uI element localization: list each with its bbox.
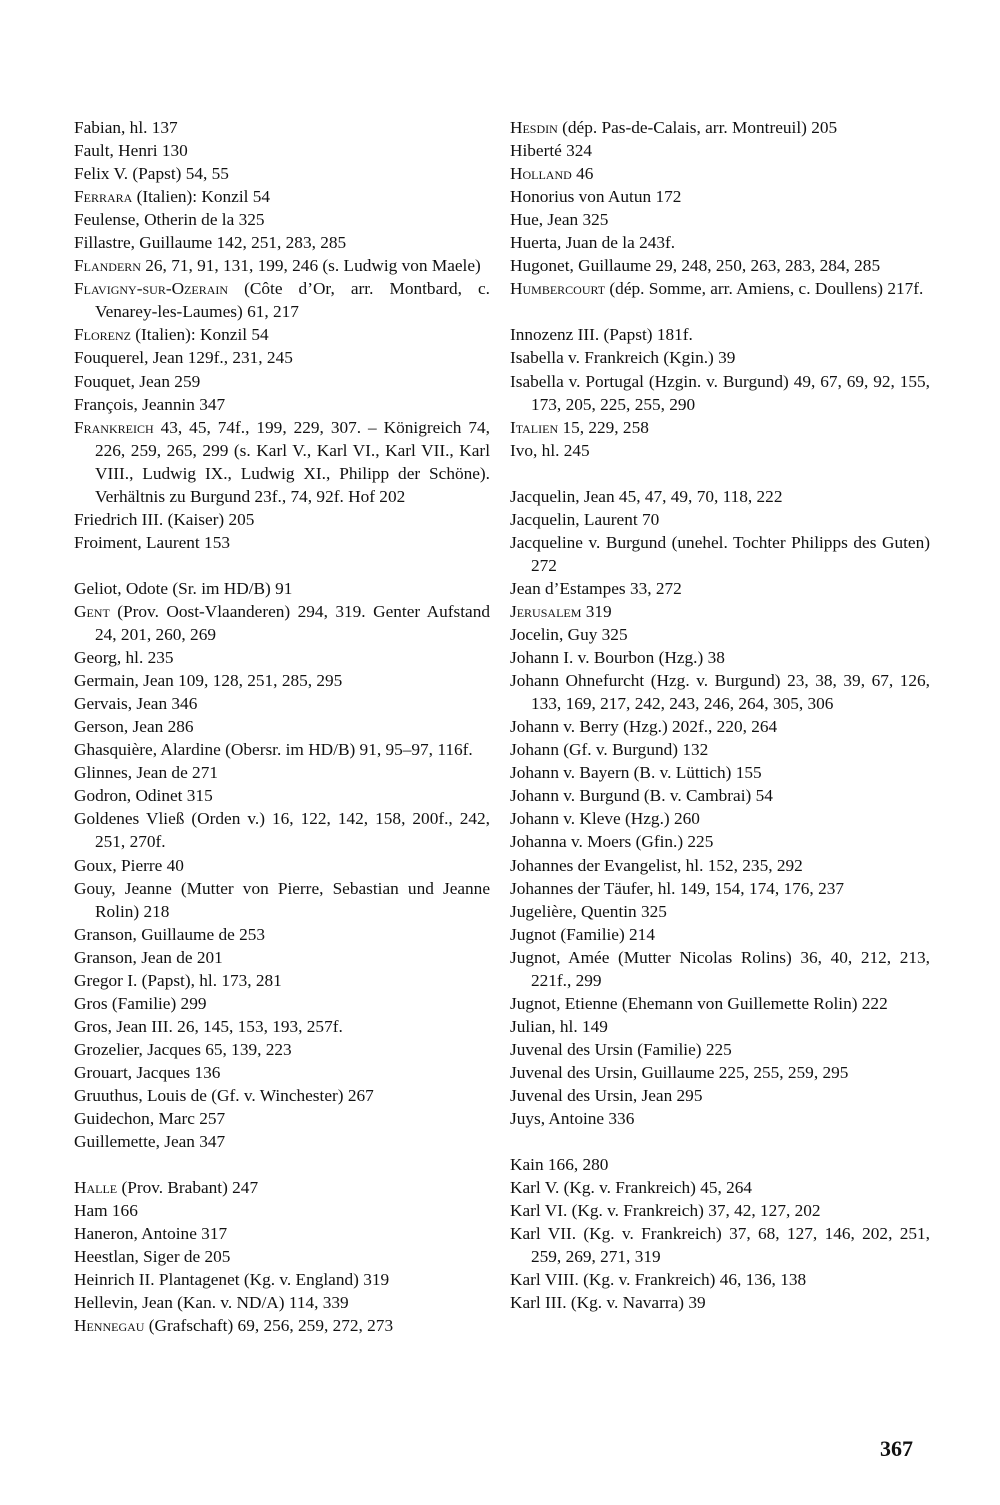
index-entry bbox=[74, 139, 490, 162]
entry-text: Johann v. Kleve (Hzg.) 260 bbox=[510, 809, 700, 829]
index-entry bbox=[510, 531, 930, 577]
index-entry bbox=[74, 577, 490, 600]
place-name: Florenz bbox=[74, 325, 131, 345]
index-entry bbox=[510, 323, 930, 346]
index-entry bbox=[74, 346, 490, 369]
entry-text: Jugnot, Etienne (Ehemann von Guillemette Rolin) 222 bbox=[510, 993, 888, 1013]
index-entry bbox=[74, 1314, 490, 1337]
index-entry bbox=[510, 1084, 930, 1107]
index-entry bbox=[510, 1291, 930, 1314]
index-entry bbox=[74, 323, 490, 346]
entry-text: Fouquerel, Jean 129f., 231, 245 bbox=[74, 348, 293, 368]
place-name: Halle bbox=[74, 1178, 118, 1198]
index-entry bbox=[510, 1176, 930, 1199]
index-entry bbox=[510, 416, 930, 439]
index-entry bbox=[510, 1199, 930, 1222]
entry-text: Karl VII. (Kg. v. Frankreich) 37, 68, 127, 146, 202, 251, 259, 269, 271, 319 bbox=[510, 1224, 930, 1267]
index-entry bbox=[510, 854, 930, 877]
entry-text: Haneron, Antoine 317 bbox=[74, 1224, 228, 1244]
index-entry bbox=[510, 1222, 930, 1268]
entry-text: Goux, Pierre 40 bbox=[74, 855, 184, 875]
entry-text: Gerson, Jean 286 bbox=[74, 717, 194, 737]
index-entry bbox=[74, 923, 490, 946]
entry-text: Fabian, hl. 137 bbox=[74, 118, 178, 137]
index-entry bbox=[510, 923, 930, 946]
entry-text: Guidechon, Marc 257 bbox=[74, 1109, 226, 1129]
entry-text: (dép. Pas-de-Calais, arr. Montreuil) 205 bbox=[557, 118, 838, 137]
entry-text: Fouquet, Jean 259 bbox=[74, 371, 201, 391]
place-name: Flavigny-sur-Ozerain bbox=[74, 279, 229, 299]
entry-text: Ham 166 bbox=[74, 1201, 138, 1221]
index-entry bbox=[510, 370, 930, 416]
index-entry bbox=[510, 1153, 930, 1176]
entry-text: Kain 166, 280 bbox=[510, 1155, 609, 1175]
entry-text: (Italien): Konzil 54 bbox=[132, 187, 271, 207]
place-name: Hesdin bbox=[510, 118, 558, 137]
index-entry bbox=[510, 900, 930, 923]
entry-text: Johann (Gf. v. Burgund) 132 bbox=[510, 740, 709, 760]
index-entry bbox=[510, 807, 930, 830]
entry-text: Jugelière, Quentin 325 bbox=[510, 901, 667, 921]
entry-text: 15, 229, 258 bbox=[558, 417, 649, 437]
entry-text: Geliot, Odote (Sr. im HD/B) 91 bbox=[74, 578, 293, 598]
entry-text: (Grafschaft) 69, 256, 259, 272, 273 bbox=[144, 1316, 394, 1336]
entry-text: Heestlan, Siger de 205 bbox=[74, 1247, 231, 1267]
index-entry bbox=[74, 1084, 490, 1107]
entry-text: Granson, Guillaume de 253 bbox=[74, 924, 266, 944]
entry-text: (dép. Somme, arr. Amiens, c. Doullens) 217f. bbox=[605, 279, 924, 299]
entry-text: Germain, Jean 109, 128, 251, 285, 295 bbox=[74, 671, 343, 691]
entry-text: Jocelin, Guy 325 bbox=[510, 625, 628, 645]
entry-text: Gouy, Jeanne (Mutter von Pierre, Sebastian und Jeanne Rolin) 218 bbox=[74, 878, 490, 921]
index-entry bbox=[510, 1015, 930, 1038]
entry-text: Granson, Jean de 201 bbox=[74, 947, 223, 967]
entry-text: Johann I. v. Bourbon (Hzg.) 38 bbox=[510, 648, 725, 668]
index-entry bbox=[74, 1015, 490, 1038]
entry-text: Karl III. (Kg. v. Navarra) 39 bbox=[510, 1293, 706, 1313]
index-entry bbox=[510, 277, 930, 300]
index-entry bbox=[510, 1268, 930, 1291]
entry-text: Juvenal des Ursin, Jean 295 bbox=[510, 1085, 703, 1105]
index-entry bbox=[510, 1038, 930, 1061]
index-entry bbox=[74, 231, 490, 254]
entry-text: (Italien): Konzil 54 bbox=[130, 325, 269, 345]
entry-text: Ivo, hl. 245 bbox=[510, 440, 590, 460]
index-entry bbox=[510, 715, 930, 738]
place-name: Flandern bbox=[74, 256, 141, 276]
entry-text: Johann v. Burgund (B. v. Cambrai) 54 bbox=[510, 786, 773, 806]
section-gap bbox=[510, 300, 930, 323]
entry-text: Hiberté 324 bbox=[510, 141, 593, 161]
entry-text: Juvenal des Ursin (Familie) 225 bbox=[510, 1039, 732, 1059]
entry-text: Johann v. Berry (Hzg.) 202f., 220, 264 bbox=[510, 717, 778, 737]
index-entry bbox=[74, 969, 490, 992]
index-entry bbox=[510, 1061, 930, 1084]
entry-text: Froiment, Laurent 153 bbox=[74, 532, 230, 552]
place-name: Hennegau bbox=[74, 1316, 145, 1336]
entry-text: 26, 71, 91, 131, 199, 246 (s. Ludwig von Maele) bbox=[140, 256, 481, 276]
index-entry bbox=[74, 1061, 490, 1084]
index-entry bbox=[510, 646, 930, 669]
index-entry bbox=[74, 393, 490, 416]
index-entry bbox=[510, 992, 930, 1015]
entry-text: Gregor I. (Papst), hl. 173, 281 bbox=[74, 970, 282, 990]
place-name: Frankreich bbox=[74, 417, 154, 437]
entry-text: Isabella v. Frankreich (Kgin.) 39 bbox=[510, 348, 736, 368]
index-entry bbox=[510, 946, 930, 992]
index-entry bbox=[74, 1038, 490, 1061]
index-entry bbox=[74, 1107, 490, 1130]
index-entry bbox=[510, 116, 930, 139]
index-entry bbox=[74, 1199, 490, 1222]
index-entry bbox=[510, 877, 930, 900]
entry-text: Georg, hl. 235 bbox=[74, 648, 174, 668]
index-entry bbox=[74, 531, 490, 554]
entry-text: Fault, Henri 130 bbox=[74, 141, 188, 161]
entry-text: Gros (Familie) 299 bbox=[74, 993, 207, 1013]
index-entry bbox=[74, 992, 490, 1015]
index-entry bbox=[510, 577, 930, 600]
place-name: Jerusalem bbox=[510, 601, 582, 621]
entry-text: 43, 45, 74f., 199, 229, 307. – Königreich 74, 226, 259, 265, 299 (s. Karl V., Karl VI., Karl VII., Karl VIII., Ludwig IX., Ludwig XI., Philipp der Schöne). Verhältnis zu Burgund 23f., 74, 92f. Hof 202 bbox=[95, 417, 490, 506]
index-entry bbox=[74, 877, 490, 923]
index-entry bbox=[74, 738, 490, 761]
index-entry bbox=[510, 231, 930, 254]
place-name: Italien bbox=[510, 417, 559, 437]
entry-text: 46 bbox=[571, 164, 594, 184]
entry-text: Hellevin, Jean (Kan. v. ND/A) 114, 339 bbox=[74, 1293, 349, 1313]
index-entry bbox=[74, 277, 490, 323]
index-entry bbox=[510, 669, 930, 715]
index-entry bbox=[74, 692, 490, 715]
entry-text: Glinnes, Jean de 271 bbox=[74, 763, 218, 783]
index-entry bbox=[74, 646, 490, 669]
entry-text: (Prov. Brabant) 247 bbox=[117, 1178, 259, 1198]
index-entry bbox=[510, 600, 930, 623]
index-entry bbox=[74, 208, 490, 231]
entry-text: Jean d’Estampes 33, 272 bbox=[510, 578, 682, 598]
entry-text: (Prov. Oost-Vlaanderen) 294, 319. Genter Aufstand 24, 201, 260, 269 bbox=[95, 601, 490, 645]
entry-text: Guillemette, Jean 347 bbox=[74, 1132, 226, 1152]
section-gap bbox=[510, 1130, 930, 1153]
index-entry bbox=[510, 185, 930, 208]
entry-text: Julian, hl. 149 bbox=[510, 1016, 608, 1036]
index-entry bbox=[74, 1268, 490, 1291]
place-name: Humbercourt bbox=[510, 279, 606, 299]
index-entry bbox=[74, 761, 490, 784]
index-entry bbox=[510, 1107, 930, 1130]
section-gap bbox=[74, 554, 490, 577]
entry-text: Juvenal des Ursin, Guillaume 225, 255, 259, 295 bbox=[510, 1062, 849, 1082]
entry-text: Fillastre, Guillaume 142, 251, 283, 285 bbox=[74, 233, 347, 253]
entry-text: Jacquelin, Laurent 70 bbox=[510, 509, 660, 529]
index-entry bbox=[74, 715, 490, 738]
index-entry bbox=[510, 784, 930, 807]
index-entry bbox=[510, 485, 930, 508]
index-column-right bbox=[510, 116, 930, 1314]
page-number: 367 bbox=[880, 1436, 913, 1461]
index-entry bbox=[74, 116, 490, 139]
index-entry bbox=[74, 416, 490, 508]
entry-text: Karl VI. (Kg. v. Frankreich) 37, 42, 127, 202 bbox=[510, 1201, 821, 1221]
index-entry bbox=[510, 254, 930, 277]
index-entry bbox=[74, 162, 490, 185]
entry-text: Karl VIII. (Kg. v. Frankreich) 46, 136, 138 bbox=[510, 1270, 807, 1290]
index-entry bbox=[74, 854, 490, 877]
index-entry bbox=[74, 1245, 490, 1268]
index-entry bbox=[510, 439, 930, 462]
entry-text: Jugnot (Familie) 214 bbox=[510, 924, 655, 944]
entry-text: Johanna v. Moers (Gfin.) 225 bbox=[510, 832, 714, 852]
place-name: Gent bbox=[74, 601, 110, 621]
entry-text: Karl V. (Kg. v. Frankreich) 45, 264 bbox=[510, 1178, 753, 1198]
index-entry bbox=[74, 807, 490, 853]
index-entry bbox=[74, 1291, 490, 1314]
entry-text: Johannes der Täufer, hl. 149, 154, 174, 176, 237 bbox=[510, 878, 844, 898]
entry-text: Grouart, Jacques 136 bbox=[74, 1062, 221, 1082]
entry-text: Heinrich II. Plantagenet (Kg. v. England) 319 bbox=[74, 1270, 390, 1290]
entry-text: Godron, Odinet 315 bbox=[74, 786, 213, 806]
entry-text: Felix V. (Papst) 54, 55 bbox=[74, 164, 229, 184]
index-entry bbox=[74, 508, 490, 531]
index-entry bbox=[74, 946, 490, 969]
entry-text: Gruuthus, Louis de (Gf. v. Winchester) 267 bbox=[74, 1085, 374, 1105]
entry-text: Hue, Jean 325 bbox=[510, 210, 609, 230]
index-entry bbox=[510, 738, 930, 761]
index-entry bbox=[74, 185, 490, 208]
entry-text: Isabella v. Portugal (Hzgin. v. Burgund) 49, 67, 69, 92, 155, 173, 205, 225, 255, 290 bbox=[510, 371, 930, 414]
entry-text: Huerta, Juan de la 243f. bbox=[510, 233, 676, 253]
entry-text: Feulense, Otherin de la 325 bbox=[74, 210, 265, 230]
index-entry bbox=[510, 139, 930, 162]
entry-text: Gervais, Jean 346 bbox=[74, 694, 198, 714]
entry-text: (Côte d’Or, arr. Montbard, c. Venarey-les-Laumes) 61, 217 bbox=[95, 279, 490, 322]
index-entry bbox=[74, 784, 490, 807]
entry-text: Gros, Jean III. 26, 145, 153, 193, 257f. bbox=[74, 1016, 343, 1036]
index-entry bbox=[74, 254, 490, 277]
entry-text: Friedrich III. (Kaiser) 205 bbox=[74, 509, 255, 529]
entry-text: 319 bbox=[581, 601, 612, 621]
index-entry bbox=[74, 1176, 490, 1199]
index-entry bbox=[510, 623, 930, 646]
index-entry bbox=[74, 370, 490, 393]
index-entry bbox=[74, 669, 490, 692]
index-entry bbox=[510, 508, 930, 531]
entry-text: Johann Ohnefurcht (Hzg. v. Burgund) 23, 38, 39, 67, 126, 133, 169, 217, 242, 243, 246, 264, 305, 306 bbox=[510, 671, 930, 714]
entry-text: Grozelier, Jacques 65, 139, 223 bbox=[74, 1039, 292, 1059]
entry-text: Jacquelin, Jean 45, 47, 49, 70, 118, 222 bbox=[510, 486, 783, 506]
entry-text: Honorius von Autun 172 bbox=[510, 187, 682, 207]
index-entry bbox=[510, 162, 930, 185]
index-column-left bbox=[74, 116, 490, 1337]
index-entry bbox=[510, 761, 930, 784]
index-entry bbox=[74, 600, 490, 646]
entry-text: François, Jeannin 347 bbox=[74, 394, 226, 414]
entry-text: Goldenes Vließ (Orden v.) 16, 122, 142, 158, 200f., 242, 251, 270f. bbox=[74, 809, 490, 852]
index-entry bbox=[74, 1130, 490, 1153]
index-entry bbox=[74, 1222, 490, 1245]
section-gap bbox=[74, 1153, 490, 1176]
index-entry bbox=[510, 830, 930, 853]
entry-text: Innozenz III. (Papst) 181f. bbox=[510, 325, 693, 345]
place-name: Holland bbox=[510, 164, 572, 184]
entry-text: Jacqueline v. Burgund (unehel. Tochter Philipps des Guten) 272 bbox=[510, 532, 930, 575]
entry-text: Jugnot, Amée (Mutter Nicolas Rolins) 36, 40, 212, 213, 221f., 299 bbox=[510, 947, 930, 990]
entry-text: Juys, Antoine 336 bbox=[510, 1109, 635, 1129]
entry-text: Johann v. Bayern (B. v. Lüttich) 155 bbox=[510, 763, 762, 783]
entry-text: Hugonet, Guillaume 29, 248, 250, 263, 283, 284, 285 bbox=[510, 256, 881, 276]
index-entry bbox=[510, 208, 930, 231]
entry-text: Ghasquière, Alardine (Obersr. im HD/B) 91, 95–97, 116f. bbox=[74, 740, 473, 760]
section-gap bbox=[510, 462, 930, 485]
place-name: Ferrara bbox=[74, 187, 133, 207]
index-entry bbox=[510, 346, 930, 369]
entry-text: Johannes der Evangelist, hl. 152, 235, 292 bbox=[510, 855, 803, 875]
